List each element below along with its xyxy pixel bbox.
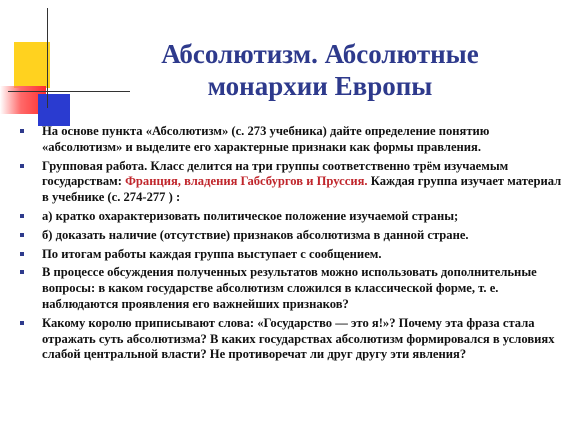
bullet-text: Каждая группа изучает материал в учебнике (с. 274-277 ) : [42,174,562,205]
bullet-text: Какому королю приписывают слова: «Государство — это я!»? Почему эта фраза стала отражать суть абсолютизма? В каких государствах абсолютизм формировался в условиях слабой центральной власти? Не противоречат ли друг другу эти явления? [42,315,555,362]
bullet-text: В процессе обсуждения полученных результатов можно использовать дополнительные вопросы: в каком государстве абсолютизм сложился в классической форме, т. е. наблюдаются проявления его важнейших признаков? [42,265,537,311]
highlighted-states: Франция, владения Габсбургов и Пруссия. [125,174,368,189]
bullet-marker-icon [20,129,24,133]
bullet-text: б) доказать наличие (отсутствие) признаков абсолютизма в данной стране. [42,227,469,242]
bullet-item [16,247,568,263]
decor-blue-square [38,94,70,126]
bullet-text: На основе пункта «Абсолютизм» (с. 273 учебника) дайте определение понятию «абсолютизм» и выделите его характерные признаки как формы правления. [42,124,490,154]
bullet-item [16,265,568,312]
bullet-marker-icon [20,252,24,256]
slide-title: Абсолютизм. Абсолютные монархии Европы [161,39,479,101]
bullet-text: Групповая работа. Класс делится на три группы соответственно трём изучаемым государствам: [42,158,509,189]
bullet-marker-icon [20,164,24,168]
bullet-marker-icon [20,214,24,218]
bullet-item [16,209,568,225]
decor-yellow-square [14,42,50,88]
decor-vertical-line [47,8,48,108]
bullet-text: По итогам работы каждая группа выступает с сообщением. [42,246,382,261]
bullet-marker-icon [20,321,24,325]
bullet-item [16,316,568,363]
bullet-item [16,159,568,206]
bullet-marker-icon [20,233,24,237]
bullet-item [16,228,568,244]
bullet-item [16,124,568,156]
bullet-list [16,124,568,366]
bullet-marker-icon [20,270,24,274]
bullet-text: а) кратко охарактеризовать политическое положение изучаемой страны; [42,208,459,223]
